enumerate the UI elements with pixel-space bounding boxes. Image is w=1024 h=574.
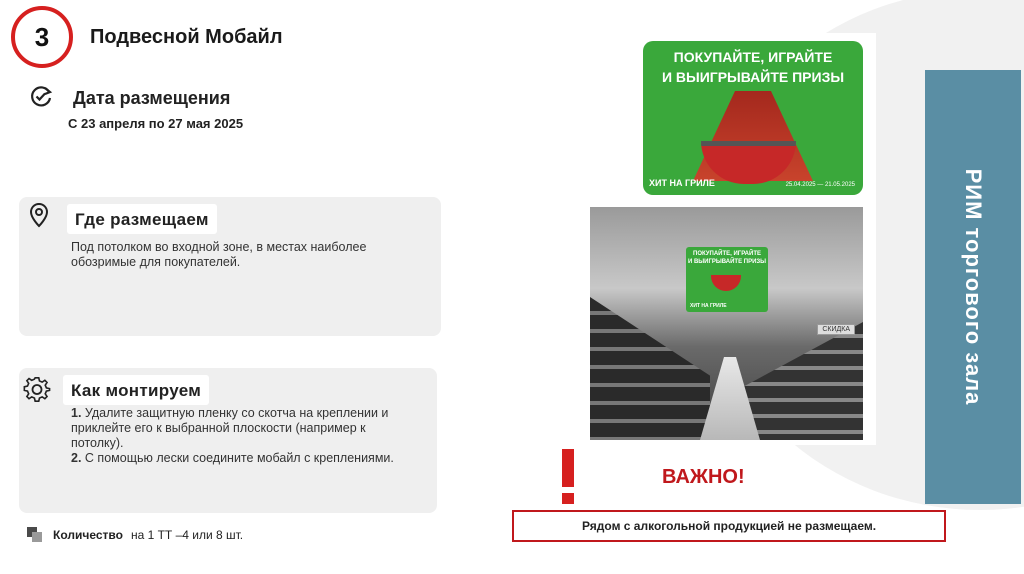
side-bar — [925, 70, 1021, 504]
warning-text: Рядом с алкогольной продукцией не размещаем. — [581, 519, 877, 533]
hanging-mobile — [686, 247, 768, 312]
mini-grill-graphic — [711, 275, 741, 291]
where-text: Под потолком во входной зоне, в местах наиболее обозримые для покупателей. — [71, 240, 367, 269]
poster-title — [643, 47, 863, 87]
promo-poster-image — [643, 41, 863, 195]
gear-icon — [23, 376, 51, 404]
squares-icon — [27, 527, 43, 543]
mount-step-number: 1. — [71, 406, 82, 420]
where-title: Где размещаем — [67, 204, 217, 234]
mini-poster-title-line: И ВЫИГРЫВАЙТЕ ПРИЗЫ — [687, 259, 767, 265]
mini-poster-footer: ХИТ НА ГРИЛЕ — [690, 303, 727, 309]
quantity-value: на 1 ТТ –4 или 8 шт. — [130, 528, 244, 542]
mount-steps — [71, 406, 421, 466]
exclamation-icon — [560, 449, 576, 505]
mount-title: Как монтируем — [63, 375, 209, 405]
poster-footer: ХИТ НА ГРИЛЕ — [649, 178, 715, 188]
poster-title-line: И ВЫИГРЫВАЙТЕ ПРИЗЫ — [661, 69, 845, 85]
mini-poster-title — [686, 250, 768, 266]
important-label: ВАЖНО! — [662, 466, 745, 488]
step-number-badge — [11, 6, 73, 68]
store-sign: СКИДКА — [817, 324, 855, 335]
mount-step-text: Удалите защитную пленку со скотча на креплении и приклейте его к выбранной плоскости (например к потолку). — [71, 406, 389, 450]
placement-date-range: С 23 апреля по 27 мая 2025 — [68, 116, 244, 131]
quantity-line — [27, 527, 243, 543]
store-interior-photo — [590, 207, 863, 440]
poster-title-line: ПОКУПАЙТЕ, ИГРАЙТЕ — [673, 49, 833, 65]
mount-step — [71, 406, 421, 451]
location-pin-icon — [25, 201, 53, 229]
quantity-label: Количество — [53, 528, 123, 542]
refresh-check-icon — [28, 83, 54, 109]
right-shelves — [743, 322, 863, 440]
where-card — [19, 197, 441, 336]
mount-step — [71, 451, 421, 466]
mini-poster-title-line: ПОКУПАЙТЕ, ИГРАЙТЕ — [693, 251, 761, 257]
mount-step-text: С помощью лески соедините мобайл с креплениями. — [84, 451, 394, 465]
side-bar-text: РИМ торгового зала — [961, 168, 986, 406]
placement-date-title: Дата размещения — [73, 88, 231, 108]
poster-dates: 25.04.2025 — 21.05.2025 — [785, 182, 855, 188]
mount-card — [19, 368, 437, 513]
step-number: 3 — [34, 21, 50, 52]
warning-box — [512, 510, 946, 542]
page-title: Подвесной Мобайл — [90, 26, 283, 48]
left-shelves — [590, 297, 710, 440]
mount-step-number: 2. — [71, 451, 82, 465]
